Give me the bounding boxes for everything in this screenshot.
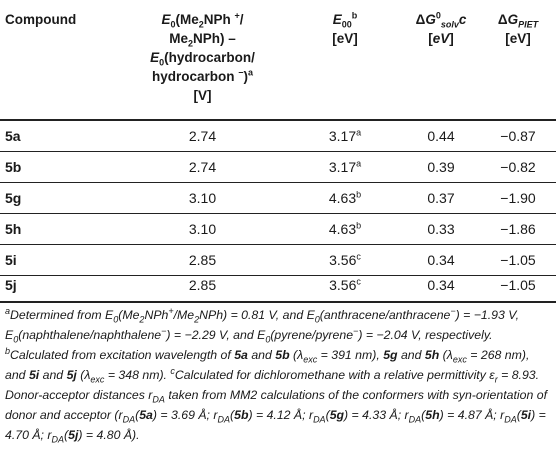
table-footnote: $^a$Determined from $E_0(Me_2NPh^+/Me_2NPh) = 0.81$ V, and $E_0(anthracene/anthracene^-) = -1.93$ V, $E_0(naphthalene/naphthalene^-) = -2.29$ V, and $E_0(pyrene/pyrene^-) = -2.04$ V, respectively. $^b$Calculated from excitation wavelength of 5a and 5b ($\lambda_{exc} = 391$ nm), 5g and 5h ($\lambda_{exc} = 268$ nm), and 5i and 5j ($\lambda_{exc} = 348$ nm). $^c$Calculated for dichloromethane with a relative permittivity $\varepsilon_r = 8.93$. Donor-acceptor distances $r_{DA}$ taken from MM2 calculations of the conformers with syn-orientation of donor and acceptor ($r_{DA}(5a) = 3.69$ Å; $r_{DA}(5b) = 4.12$ Å; $r_{DA}(5g) = 4.33$ Å; $r_{DA}(5h) = 4.87$ Å; $r_{DA}(5i) = 4.70$ Å; $r_{DA}(5j) = 4.80$ Å). <box>5 305 547 445</box>
cell-compound: 5i <box>5 252 17 268</box>
cell-dg-solv: 0.37 <box>427 190 455 206</box>
cell-dg-piet: −1.90 <box>500 190 536 206</box>
table-row <box>0 121 556 151</box>
cell-e0: 3.10 <box>188 190 217 206</box>
table-bottom-rule <box>0 301 556 303</box>
header-compound: Compound <box>5 12 77 27</box>
cell-e0: 2.85 <box>188 252 217 268</box>
cell-e0: 2.74 <box>188 159 217 175</box>
cell-dg-solv: 0.44 <box>427 128 455 144</box>
cell-e00: 3.56$^c$ <box>329 251 361 268</box>
header-dg-piet: $\Delta G_{PIET}$ [eV] <box>497 12 539 46</box>
cell-compound: 5h <box>5 221 22 237</box>
header-e0: $E_0(Me_2NPh$ +/ $Me_2NPh$) – $E_0(hydrocarbon/$ hydrocarbon −)$^a$ [V] <box>150 10 255 103</box>
cell-dg-solv: 0.34 <box>427 277 455 293</box>
header-e00: $E_{00}^b$ [eV] <box>332 10 358 46</box>
cell-dg-piet: −0.82 <box>500 159 536 175</box>
cell-e00: 3.56$^c$ <box>329 276 361 293</box>
cell-e0: 2.85 <box>188 277 217 293</box>
cell-e00: 4.63$^b$ <box>328 189 362 206</box>
cell-e00: 3.17$^a$ <box>328 127 362 144</box>
cell-dg-piet: −1.05 <box>500 277 536 293</box>
cell-compound: 5a <box>5 128 21 144</box>
cell-e00: 4.63$^b$ <box>328 220 362 237</box>
table-row <box>0 265 556 295</box>
table-row <box>0 183 556 213</box>
cell-compound: 5b <box>5 159 22 175</box>
cell-dg-piet: −1.86 <box>500 221 536 237</box>
cell-compound: 5g <box>5 190 22 206</box>
cell-compound: 5j <box>5 277 17 293</box>
cell-dg-solv: 0.34 <box>427 252 455 268</box>
table-row <box>0 214 556 244</box>
cell-dg-solv: 0.39 <box>427 159 455 175</box>
cell-e0: 3.10 <box>188 221 217 237</box>
header-dg-solv: $\Delta G^0_{solv}c$ [eV] <box>415 10 467 46</box>
cell-dg-piet: −1.05 <box>500 252 536 268</box>
cell-e00: 3.17$^a$ <box>328 158 362 175</box>
table-row <box>0 152 556 182</box>
cell-dg-piet: −0.87 <box>500 128 536 144</box>
cell-dg-solv: 0.33 <box>427 221 455 237</box>
cell-e0: 2.74 <box>188 128 217 144</box>
